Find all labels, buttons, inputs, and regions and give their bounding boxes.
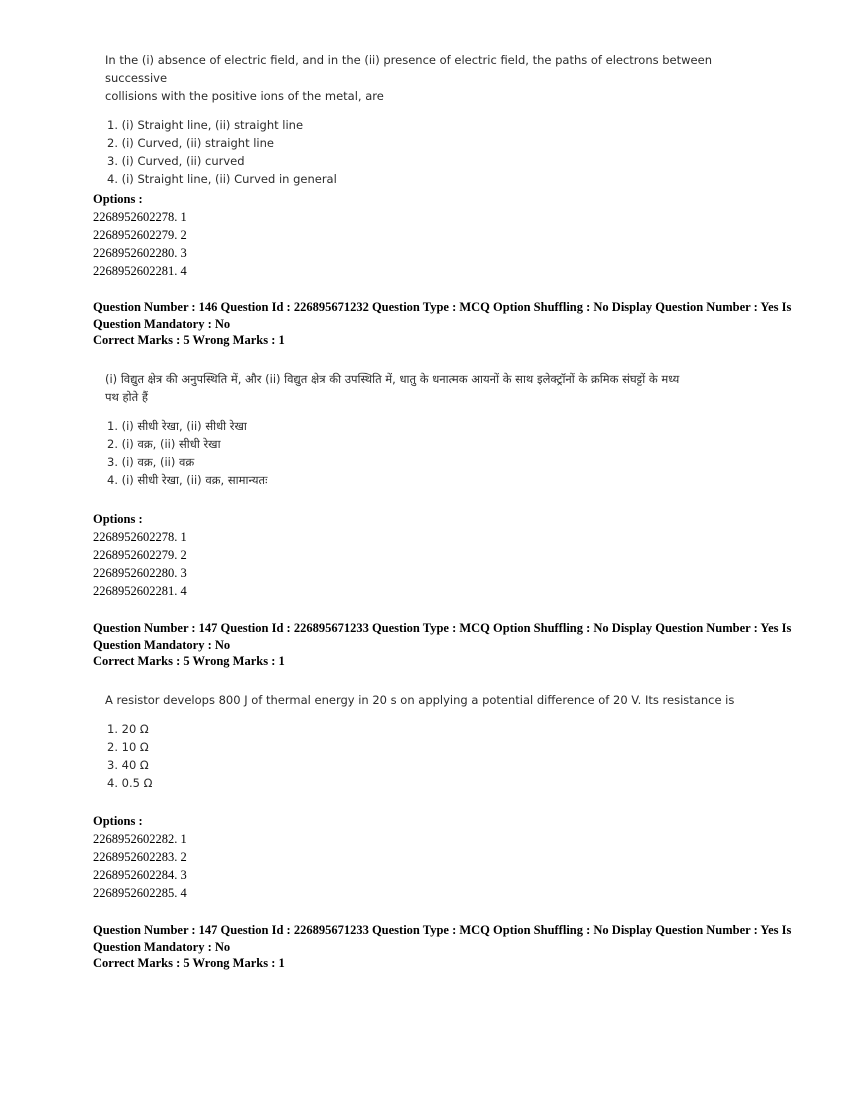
answer-choice: 2. (i) वक्र, (ii) सीधी रेखा <box>107 437 221 451</box>
answer-choice: 1. (i) Straight line, (ii) straight line <box>107 118 304 132</box>
answer-choice: 3. 40 Ω <box>107 758 149 772</box>
answer-choice: 1. 20 Ω <box>107 722 149 736</box>
answer-choice: 1. (i) सीधी रेखा, (ii) सीधी रेखा <box>107 419 247 433</box>
question-stem-line: In the (i) absence of electric field, and in the (ii) presence of electric field, the paths of electrons between successive <box>105 53 712 85</box>
options-block <box>93 510 187 600</box>
question-meta-line: Question Number : 147 Question Id : 226895671233 Question Type : MCQ Option Shuffling : No Display Question Number : Yes Is <box>93 621 792 635</box>
answer-choice: 3. (i) वक्र, (ii) वक्र <box>107 455 195 469</box>
answer-choice: 4. 0.5 Ω <box>107 776 153 790</box>
question-stem-line: A resistor develops 800 J of thermal energy in 20 s on applying a potential difference of 20 V. Its resistance is <box>105 693 735 707</box>
answer-choice: 4. (i) Straight line, (ii) Curved in general <box>107 172 337 186</box>
question-meta <box>93 620 791 670</box>
option-id: 2268952602278. 1 <box>93 530 187 544</box>
question-meta <box>93 922 791 972</box>
option-id: 2268952602283. 2 <box>93 850 187 864</box>
answer-choice-list <box>107 116 745 188</box>
option-id: 2268952602278. 1 <box>93 210 187 224</box>
question-meta-line: Question Number : 147 Question Id : 226895671233 Question Type : MCQ Option Shuffling : No Display Question Number : Yes Is <box>93 923 792 937</box>
question-text-english <box>105 51 745 188</box>
question-text-english <box>105 691 745 792</box>
option-id: 2268952602281. 4 <box>93 264 187 278</box>
option-id: 2268952602279. 2 <box>93 548 187 562</box>
question-meta-line: Question Mandatory : No <box>93 637 231 652</box>
question-meta-line: Question Number : 146 Question Id : 226895671232 Question Type : MCQ Option Shuffling : No Display Question Number : Yes Is <box>93 300 792 314</box>
question-meta <box>93 299 791 349</box>
options-title: Options : <box>93 814 143 828</box>
options-title: Options : <box>93 512 143 526</box>
question-meta-line: Question Mandatory : No <box>93 939 231 954</box>
question-meta-line: Question Mandatory : No <box>93 316 231 331</box>
option-id: 2268952602281. 4 <box>93 584 187 598</box>
answer-choice-list <box>107 720 745 792</box>
option-id: 2268952602280. 3 <box>93 566 187 580</box>
question-stem-line: collisions with the positive ions of the metal, are <box>105 89 384 103</box>
answer-choice: 3. (i) Curved, (ii) curved <box>107 154 245 168</box>
option-id: 2268952602279. 2 <box>93 228 187 242</box>
options-title: Options : <box>93 192 143 206</box>
option-id: 2268952602282. 1 <box>93 832 187 846</box>
answer-choice: 2. (i) Curved, (ii) straight line <box>107 136 274 150</box>
option-id: 2268952602280. 3 <box>93 246 187 260</box>
marks-line: Correct Marks : 5 Wrong Marks : 1 <box>93 956 285 970</box>
answer-choice: 4. (i) सीधी रेखा, (ii) वक्र, सामान्यतः <box>107 473 268 487</box>
options-block <box>93 190 187 280</box>
option-id: 2268952602285. 4 <box>93 886 187 900</box>
marks-line: Correct Marks : 5 Wrong Marks : 1 <box>93 333 285 347</box>
question-stem-line: पथ होते हैं <box>105 390 148 404</box>
answer-choice-list <box>107 417 755 489</box>
marks-line: Correct Marks : 5 Wrong Marks : 1 <box>93 654 285 668</box>
option-id: 2268952602284. 3 <box>93 868 187 882</box>
answer-choice: 2. 10 Ω <box>107 740 149 754</box>
question-stem-line: (i) विद्युत क्षेत्र की अनुपस्थिति में, और (ii) विद्युत क्षेत्र की उपस्थिति में, धातु के धनात्मक आयनों के साथ इलेक्ट्रॉनों के क्रमिक संघट्टों के मध्य <box>105 372 680 386</box>
question-text-hindi <box>105 370 755 489</box>
options-block <box>93 812 187 902</box>
